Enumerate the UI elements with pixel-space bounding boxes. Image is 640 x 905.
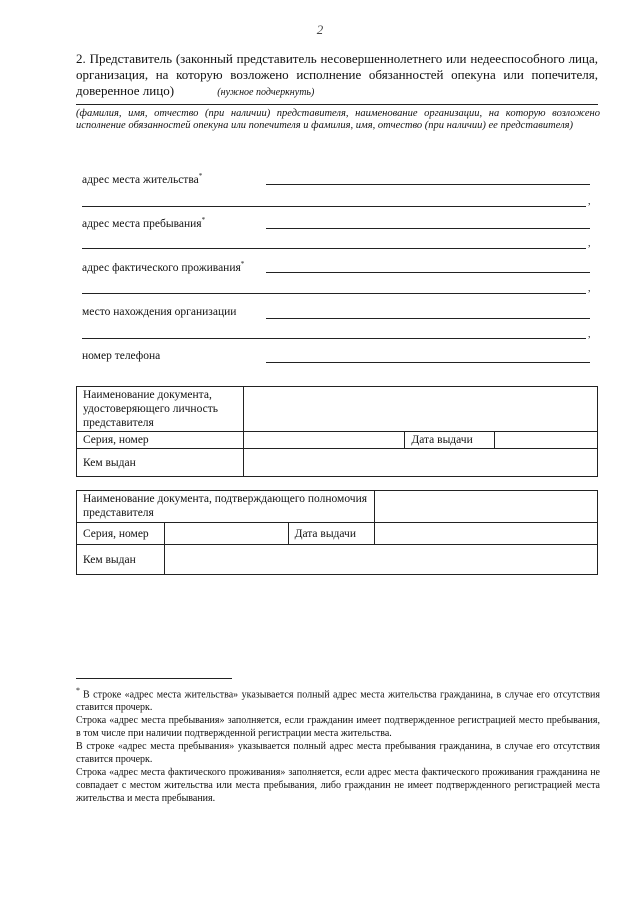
org-location-comma: , — [588, 329, 591, 340]
footnote-2: Строка «адрес места пребывания» заполняется, если гражданин имеет подтвержденное регистрацией место пребывания, в том числе при наличии подтвержденной регистрации места жительства. — [76, 715, 600, 740]
authority-document-table — [76, 490, 598, 575]
footnote-1: * В строке «адрес места жительства» указывается полный адрес места жительства гражданина, в случае его отсутствия ставится прочерк. — [76, 686, 600, 714]
actual-address-line-2[interactable] — [82, 293, 586, 294]
auth-doc-date-label: Дата выдачи — [288, 523, 374, 545]
auth-doc-name-label: Наименование документа, подтверждающего полномочия представителя — [77, 491, 375, 523]
residence-footnote-mark: * — [198, 172, 203, 180]
footnote-4: Строка «адрес места фактического проживания» заполняется, если адрес места фактического проживания гражданина не совпадает с местом жительства или места пребывания, либо гражданин не имеет подтвержденного регистрацией места жительства и места пребывания. — [76, 767, 600, 805]
auth-doc-date-input[interactable] — [374, 523, 597, 545]
footnote-3: В строке «адрес места пребывания» указывается полный адрес места пребывания гражданина, в случае его отсутствия ставится прочерк. — [76, 741, 600, 766]
org-location-line-1[interactable] — [266, 318, 590, 319]
section-heading — [76, 51, 598, 101]
stay-line-1[interactable] — [266, 228, 590, 229]
id-doc-issued-label: Кем выдан — [77, 449, 244, 477]
actual-address-line-1[interactable] — [266, 272, 590, 273]
table-row — [77, 545, 598, 575]
auth-doc-issued-label: Кем выдан — [77, 545, 165, 575]
stay-comma: , — [588, 238, 591, 249]
id-doc-series-input[interactable] — [243, 432, 405, 449]
id-doc-issued-input[interactable] — [243, 449, 597, 477]
phone-label: номер телефона — [82, 350, 161, 362]
auth-doc-series-label: Серия, номер — [77, 523, 165, 545]
page-number: 2 — [316, 22, 324, 37]
actual-footnote-mark: * — [240, 260, 245, 268]
representative-hint: (фамилия, имя, отчество (при наличии) представителя, наименование организации, на которую возложено исполнение обязанностей опекуна или попечителя и фамилия, имя, отчество (при наличии) ее представителя) — [76, 108, 600, 131]
auth-doc-series-input[interactable] — [164, 523, 288, 545]
section-text: Представитель (законный представитель несовершеннолетнего или недееспособного лица, организация, на которую возложено исполнение обязанностей опекуна или попечителя, доверенное лицо) — [76, 51, 598, 98]
table-row — [77, 491, 598, 523]
table-row — [77, 387, 598, 432]
table-row — [77, 449, 598, 477]
auth-doc-name-input[interactable] — [374, 491, 597, 523]
residence-comma: , — [588, 196, 591, 207]
footnote-mark: * — [76, 686, 80, 695]
underline-hint: (нужное подчеркнуть) — [217, 87, 315, 98]
residence-line-2[interactable] — [82, 206, 586, 207]
residence-line-1[interactable] — [266, 184, 590, 185]
id-doc-date-label: Дата выдачи — [405, 432, 495, 449]
footnote-separator — [76, 678, 232, 679]
id-doc-name-label: Наименование документа, удостоверяющего личность представителя — [77, 387, 244, 432]
residence-label: адрес места жительства* — [82, 172, 203, 186]
phone-line[interactable] — [266, 362, 590, 363]
table-row — [77, 523, 598, 545]
identity-document-table — [76, 386, 598, 477]
table-row — [77, 432, 598, 449]
id-doc-date-input[interactable] — [495, 432, 598, 449]
actual-address-comma: , — [588, 283, 591, 294]
id-doc-series-label: Серия, номер — [77, 432, 244, 449]
org-location-label: место нахождения организации — [82, 306, 237, 318]
representative-name-line[interactable] — [76, 104, 598, 105]
footnotes — [76, 684, 600, 805]
stay-footnote-mark: * — [201, 216, 206, 224]
id-doc-name-input[interactable] — [243, 387, 597, 432]
auth-doc-issued-input[interactable] — [164, 545, 597, 575]
stay-line-2[interactable] — [82, 248, 586, 249]
actual-address-label: адрес фактического проживания* — [82, 260, 245, 274]
stay-label: адрес места пребывания* — [82, 216, 206, 230]
org-location-line-2[interactable] — [82, 338, 586, 339]
section-number: 2. — [76, 51, 86, 66]
